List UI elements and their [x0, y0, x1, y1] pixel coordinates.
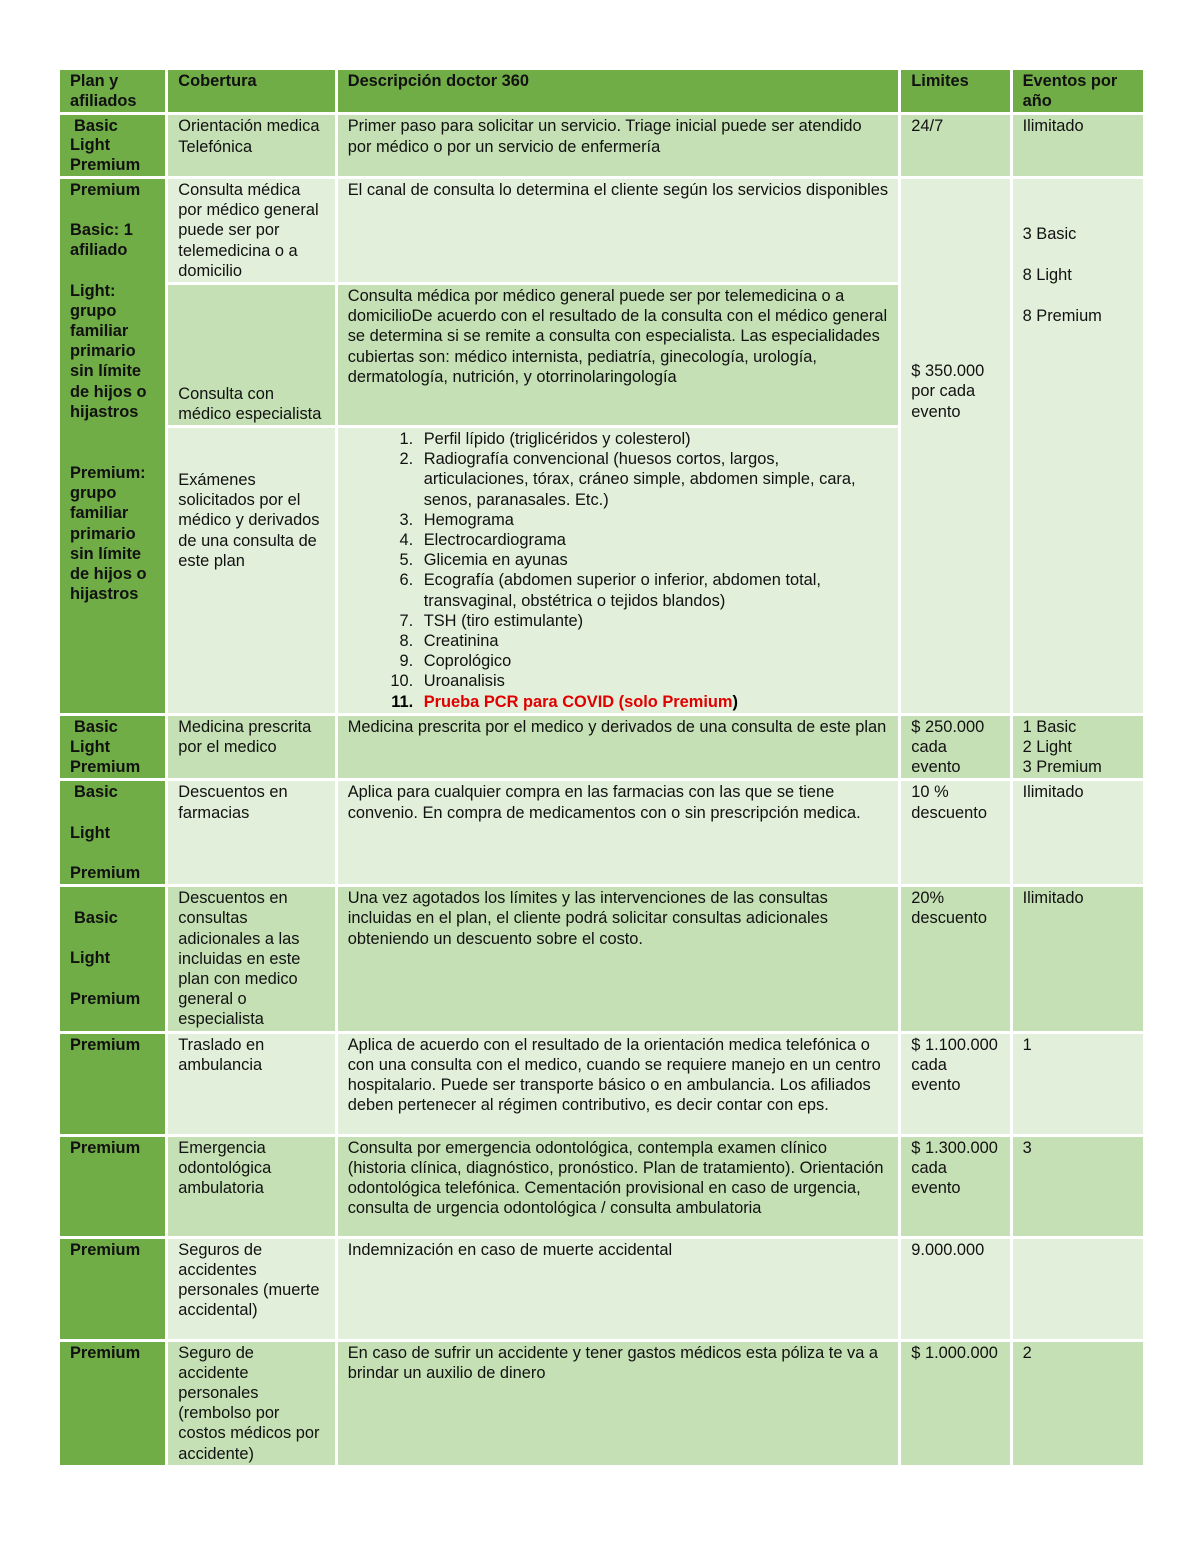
table-row: [60, 887, 1143, 1030]
events-value: 3 Basic: [1022, 225, 1077, 244]
table-row: [60, 179, 1143, 282]
coverage-cell: Consulta médica por médico general puede ser por telemedicina o a domicilio: [168, 179, 334, 282]
limit-cell: $ 1.100.000 cada evento: [901, 1034, 1009, 1134]
events-cell: [1013, 716, 1143, 779]
coverage-cell: Seguro de accidente personales (rembolso por costos médicos por accidente): [168, 1342, 334, 1465]
plan-label: Basic: [74, 717, 118, 736]
description-cell: En caso de sufrir un accidente y tener gastos médicos esta póliza te va a brindar un auxilio de dinero: [338, 1342, 899, 1465]
limit-cell: $ 1.300.000 cada evento: [901, 1137, 1009, 1236]
description-cell: Aplica de acuerdo con el resultado de la orientación medica telefónica o con una consulta con el medico, cuando se requiere manejo en un centro hospitalario. Puede ser transporte básico o en ambulancia. Los afiliados deben pertenecer al régimen contributivo, es decir contar con eps.: [338, 1034, 899, 1134]
plan-label: Basic: [74, 909, 118, 928]
events-cell: Ilimitado: [1013, 115, 1143, 176]
plan-label: Premium: [70, 181, 141, 200]
header-events: Eventos por año: [1013, 70, 1143, 112]
list-item: 7. TSH (tiro estimulante): [418, 611, 889, 631]
plan-cell: [60, 781, 165, 884]
coverage-text: Consulta con médico especialista: [178, 384, 322, 423]
events-cell: Ilimitado: [1013, 781, 1143, 884]
covid-highlight-close: ): [732, 692, 738, 711]
plan-label: Light: [70, 135, 111, 154]
header-plan: Plan y afiliados: [60, 70, 165, 112]
events-cell: Ilimitado: [1013, 887, 1143, 1030]
header-row: [60, 70, 1143, 112]
coverage-cell: Descuentos en farmacias: [168, 781, 334, 884]
plan-label: Basic: [74, 117, 118, 136]
limit-cell: [901, 179, 1009, 713]
table-row: [60, 1239, 1143, 1339]
plan-cell: [60, 179, 165, 713]
header-description: Descripción doctor 360: [338, 70, 899, 112]
plan-cell: Premium: [60, 1239, 165, 1339]
plan-label: Premium: [70, 758, 141, 777]
list-item: 10. Uroanalisis: [418, 671, 889, 691]
events-cell: 3: [1013, 1137, 1143, 1236]
coverage-cell: Emergencia odontológica ambulatoria: [168, 1137, 334, 1236]
description-cell: Indemnización en caso de muerte accidental: [338, 1239, 899, 1339]
events-list: [1023, 224, 1133, 327]
table-row: [60, 781, 1143, 884]
description-cell: El canal de consulta lo determina el cliente según los servicios disponibles: [338, 179, 899, 282]
coverage-document: [60, 70, 1143, 1468]
events-cell: [1013, 179, 1143, 713]
list-item: 1. Perfil lípido (triglicéridos y colesterol): [418, 429, 889, 449]
description-cell: Consulta médica por médico general puede ser por telemedicina o a domicilioDe acuerdo con el resultado de la consulta con el médico general se determina si se remite a consulta con especialista. Las especialidades cubiertas son: médico internista, pediatría, ginecología, urología, dermatología, nutrición, y otorrinolaringología: [338, 285, 899, 425]
plan-label: Light: [70, 949, 111, 968]
table-row: [60, 1034, 1143, 1134]
coverage-cell: Medicina prescrita por el medico: [168, 716, 334, 779]
list-item: 4. Electrocardiograma: [418, 530, 889, 550]
limit-value: $ 350.000 por cada evento: [911, 362, 985, 421]
plan-cell: [60, 716, 165, 779]
exam-list: [348, 429, 889, 712]
list-item: 9. Coprológico: [418, 651, 889, 671]
events-cell: 1: [1013, 1034, 1143, 1134]
description-cell: Aplica para cualquier compra en las farmacias con las que se tiene convenio. En compra de medicamentos con o sin prescripción medica.: [338, 781, 899, 884]
coverage-text: Exámenes solicitados por el médico y derivados de una consulta de este plan: [178, 471, 320, 570]
events-value: 1 Basic: [1022, 717, 1077, 736]
limit-cell: $ 1.000.000: [901, 1342, 1009, 1465]
list-item: 3. Hemograma: [418, 510, 889, 530]
plan-label: Premium: [70, 863, 141, 882]
plan-label: Light: grupo familiar primario sin límite de hijos o hijastros: [70, 281, 147, 421]
coverage-cell: [168, 285, 334, 425]
plan-label: Premium: [70, 989, 141, 1008]
list-item: 6. Ecografía (abdomen superior o inferior, abdomen total, transvaginal, obstétrica o tejidos blandos): [418, 570, 889, 610]
header-coverage: Cobertura: [168, 70, 334, 112]
events-value: 3 Premium: [1022, 758, 1102, 777]
plan-cell: [60, 887, 165, 1030]
plan-cell: [60, 115, 165, 176]
covid-highlight: Prueba PCR para COVID (solo Premium: [423, 692, 733, 711]
limit-cell: $ 250.000 cada evento: [901, 716, 1009, 779]
plan-label: Light: [70, 738, 111, 757]
coverage-table: [57, 67, 1146, 1468]
list-item-highlight: [418, 692, 889, 712]
coverage-cell: Seguros de accidentes personales (muerte accidental): [168, 1239, 334, 1339]
coverage-cell: Descuentos en consultas adicionales a las incluidas en este plan con medico general o especialista: [168, 887, 334, 1030]
events-value: 2 Light: [1022, 738, 1072, 757]
description-cell: Consulta por emergencia odontológica, contempla examen clínico (historia clínica, diagnóstico, pronóstico. Plan de tratamiento). Orientación odontológica telefónica. Cementación provisional en caso de urgencia, consulta de urgencia odontológica / consulta ambulatoria: [338, 1137, 899, 1236]
events-value: 8 Premium: [1022, 307, 1102, 326]
limit-cell: 9.000.000: [901, 1239, 1009, 1339]
plan-cell: Premium: [60, 1034, 165, 1134]
limit-cell: 10 % descuento: [901, 781, 1009, 884]
plan-cell: Premium: [60, 1342, 165, 1465]
description-cell: [338, 428, 899, 713]
list-item: 8. Creatinina: [418, 631, 889, 651]
description-cell: Medicina prescrita por el medico y derivados de una consulta de este plan: [338, 716, 899, 779]
events-cell: 2: [1013, 1342, 1143, 1465]
table-row: [60, 115, 1143, 176]
coverage-cell: Orientación medica Telefónica: [168, 115, 334, 176]
plan-label: Premium: grupo familiar primario sin límite de hijos o hijastros: [70, 464, 147, 604]
description-cell: Primer paso para solicitar un servicio. Triage inicial puede ser atendido por médico o por un servicio de enfermería: [338, 115, 899, 176]
table-row: [60, 1342, 1143, 1465]
table-row: [60, 716, 1143, 779]
list-item: 2. Radiografía convencional (huesos cortos, largos, articulaciones, tórax, cráneo simple, abdomen simple, cara, senos, paranasales. Etc.): [418, 449, 889, 510]
limit-cell: 24/7: [901, 115, 1009, 176]
list-item: 5. Glicemia en ayunas: [418, 550, 889, 570]
plan-cell: Premium: [60, 1137, 165, 1236]
coverage-cell: [168, 428, 334, 713]
plan-label: Basic: 1 afiliado: [70, 221, 133, 260]
limit-cell: 20% descuento: [901, 887, 1009, 1030]
table-row: [60, 1137, 1143, 1236]
events-cell: [1013, 1239, 1143, 1339]
coverage-cell: Traslado en ambulancia: [168, 1034, 334, 1134]
plan-label: Premium: [70, 155, 141, 174]
description-cell: Una vez agotados los límites y las intervenciones de las consultas incluidas en el plan, el cliente podrá solicitar consultas adicionales obteniendo un descuento sobre el costo.: [338, 887, 899, 1030]
events-value: 8 Light: [1022, 266, 1072, 285]
plan-label: Basic: [74, 783, 118, 802]
plan-label: Light: [70, 823, 111, 842]
header-limits: Limites: [901, 70, 1009, 112]
